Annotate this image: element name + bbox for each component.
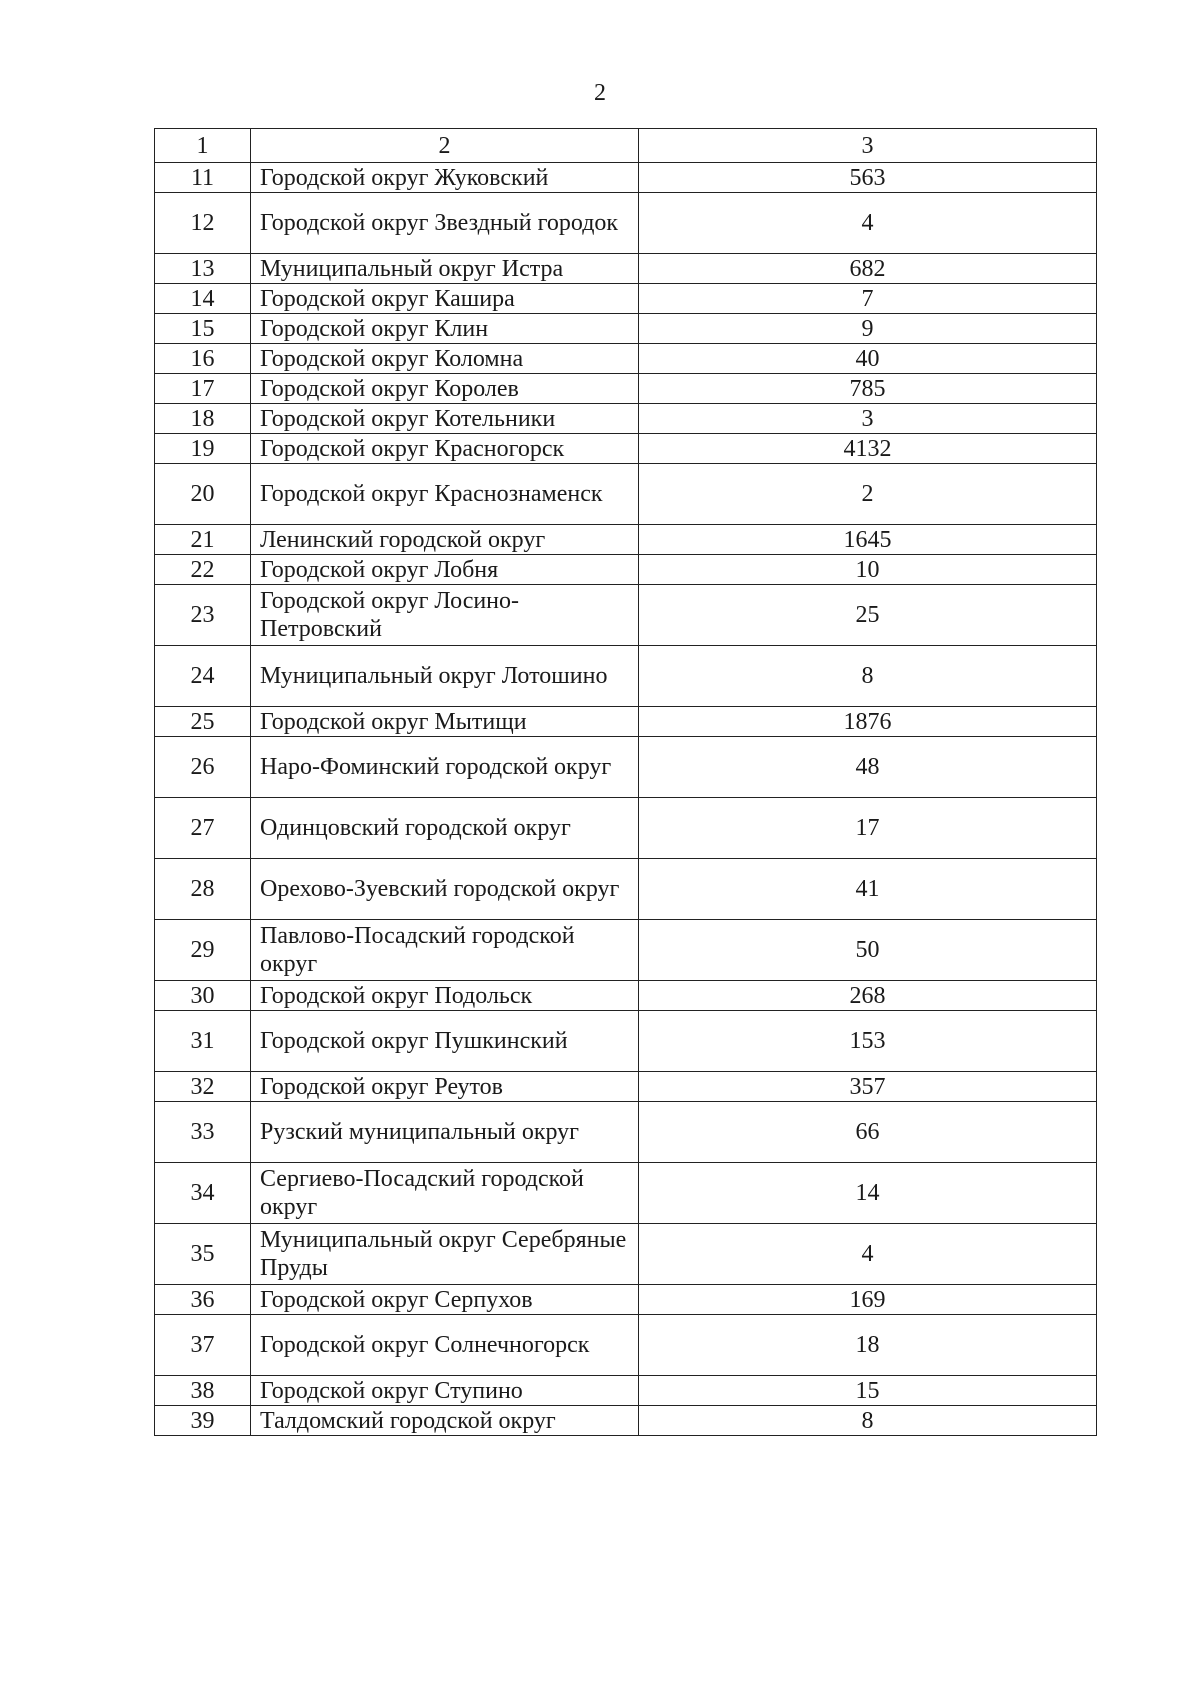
row-number-cell: 24 — [155, 646, 251, 707]
row-number-cell: 35 — [155, 1224, 251, 1285]
table-row — [155, 284, 1097, 314]
value-cell: 17 — [639, 798, 1097, 859]
row-number-cell: 27 — [155, 798, 251, 859]
page-number: 2 — [594, 80, 606, 106]
table-row — [155, 1315, 1097, 1376]
district-name-cell: Городской округ Подольск — [251, 981, 639, 1011]
value-cell: 50 — [639, 920, 1097, 981]
table-row — [155, 920, 1097, 981]
district-name-cell: Одинцовский городской округ — [251, 798, 639, 859]
table-row — [155, 163, 1097, 193]
row-number-cell: 33 — [155, 1102, 251, 1163]
value-cell: 40 — [639, 344, 1097, 374]
district-name-cell: Городской округ Королев — [251, 374, 639, 404]
table-row — [155, 555, 1097, 585]
row-number-cell: 15 — [155, 314, 251, 344]
row-number-cell: 16 — [155, 344, 251, 374]
row-number-cell: 26 — [155, 737, 251, 798]
table-row — [155, 1163, 1097, 1224]
row-number-cell: 31 — [155, 1011, 251, 1072]
district-name-cell: Городской округ Реутов — [251, 1072, 639, 1102]
district-name-cell: Муниципальный округ Серебряные Пруды — [251, 1224, 639, 1285]
table-row — [155, 859, 1097, 920]
districts-table — [154, 128, 1096, 1436]
row-number-cell: 30 — [155, 981, 251, 1011]
value-cell: 1645 — [639, 525, 1097, 555]
table-row — [155, 1376, 1097, 1406]
district-name-cell: Городской округ Пушкинский — [251, 1011, 639, 1072]
row-number-cell: 39 — [155, 1406, 251, 1436]
value-cell: 785 — [639, 374, 1097, 404]
header-col-1: 1 — [155, 129, 251, 163]
district-name-cell: Орехово-Зуевский городской округ — [251, 859, 639, 920]
value-cell: 41 — [639, 859, 1097, 920]
table-row — [155, 1072, 1097, 1102]
value-cell: 4 — [639, 193, 1097, 254]
table-row — [155, 981, 1097, 1011]
table-row — [155, 314, 1097, 344]
table-row — [155, 464, 1097, 525]
district-name-cell: Муниципальный округ Истра — [251, 254, 639, 284]
district-name-cell: Рузский муниципальный округ — [251, 1102, 639, 1163]
row-number-cell: 25 — [155, 707, 251, 737]
value-cell: 48 — [639, 737, 1097, 798]
row-number-cell: 11 — [155, 163, 251, 193]
table-header-row — [155, 129, 1097, 163]
table-row — [155, 737, 1097, 798]
row-number-cell: 13 — [155, 254, 251, 284]
row-number-cell: 12 — [155, 193, 251, 254]
district-name-cell: Городской округ Коломна — [251, 344, 639, 374]
value-cell: 682 — [639, 254, 1097, 284]
table-row — [155, 1224, 1097, 1285]
district-name-cell: Городской округ Лобня — [251, 555, 639, 585]
table-row — [155, 193, 1097, 254]
value-cell: 10 — [639, 555, 1097, 585]
value-cell: 66 — [639, 1102, 1097, 1163]
value-cell: 4 — [639, 1224, 1097, 1285]
district-name-cell: Сергиево-Посадский городской округ — [251, 1163, 639, 1224]
row-number-cell: 29 — [155, 920, 251, 981]
district-name-cell: Городской округ Мытищи — [251, 707, 639, 737]
table-row — [155, 585, 1097, 646]
district-name-cell: Городской округ Краснознаменск — [251, 464, 639, 525]
table-row — [155, 1406, 1097, 1436]
value-cell: 25 — [639, 585, 1097, 646]
district-name-cell: Городской округ Красногорск — [251, 434, 639, 464]
district-name-cell: Городской округ Солнечногорск — [251, 1315, 639, 1376]
table-row — [155, 1011, 1097, 1072]
header-col-2: 2 — [251, 129, 639, 163]
table-body — [155, 163, 1097, 1436]
district-name-cell: Городской округ Котельники — [251, 404, 639, 434]
value-cell: 268 — [639, 981, 1097, 1011]
value-cell: 4132 — [639, 434, 1097, 464]
table-row — [155, 798, 1097, 859]
district-name-cell: Талдомский городской округ — [251, 1406, 639, 1436]
value-cell: 1876 — [639, 707, 1097, 737]
value-cell: 14 — [639, 1163, 1097, 1224]
district-name-cell: Павлово-Посадский городской округ — [251, 920, 639, 981]
row-number-cell: 18 — [155, 404, 251, 434]
header-col-3: 3 — [639, 129, 1097, 163]
row-number-cell: 32 — [155, 1072, 251, 1102]
row-number-cell: 23 — [155, 585, 251, 646]
value-cell: 169 — [639, 1285, 1097, 1315]
data-table — [154, 128, 1097, 1436]
value-cell: 8 — [639, 1406, 1097, 1436]
value-cell: 8 — [639, 646, 1097, 707]
district-name-cell: Городской округ Серпухов — [251, 1285, 639, 1315]
row-number-cell: 28 — [155, 859, 251, 920]
table-row — [155, 525, 1097, 555]
row-number-cell: 20 — [155, 464, 251, 525]
row-number-cell: 37 — [155, 1315, 251, 1376]
value-cell: 3 — [639, 404, 1097, 434]
row-number-cell: 36 — [155, 1285, 251, 1315]
table-row — [155, 707, 1097, 737]
district-name-cell: Муниципальный округ Лотошино — [251, 646, 639, 707]
district-name-cell: Наро-Фоминский городской округ — [251, 737, 639, 798]
table-row — [155, 374, 1097, 404]
value-cell: 15 — [639, 1376, 1097, 1406]
table-row — [155, 646, 1097, 707]
row-number-cell: 21 — [155, 525, 251, 555]
value-cell: 7 — [639, 284, 1097, 314]
value-cell: 18 — [639, 1315, 1097, 1376]
value-cell: 2 — [639, 464, 1097, 525]
row-number-cell: 22 — [155, 555, 251, 585]
district-name-cell: Городской округ Ступино — [251, 1376, 639, 1406]
value-cell: 9 — [639, 314, 1097, 344]
district-name-cell: Городской округ Клин — [251, 314, 639, 344]
district-name-cell: Городской округ Жуковский — [251, 163, 639, 193]
row-number-cell: 14 — [155, 284, 251, 314]
district-name-cell: Ленинский городской округ — [251, 525, 639, 555]
row-number-cell: 17 — [155, 374, 251, 404]
row-number-cell: 34 — [155, 1163, 251, 1224]
table-row — [155, 344, 1097, 374]
value-cell: 357 — [639, 1072, 1097, 1102]
district-name-cell: Городской округ Лосино-Петровский — [251, 585, 639, 646]
district-name-cell: Городской округ Кашира — [251, 284, 639, 314]
district-name-cell: Городской округ Звездный городок — [251, 193, 639, 254]
table-row — [155, 404, 1097, 434]
table-row — [155, 254, 1097, 284]
table-row — [155, 1102, 1097, 1163]
table-row — [155, 434, 1097, 464]
row-number-cell: 38 — [155, 1376, 251, 1406]
value-cell: 153 — [639, 1011, 1097, 1072]
value-cell: 563 — [639, 163, 1097, 193]
row-number-cell: 19 — [155, 434, 251, 464]
table-row — [155, 1285, 1097, 1315]
